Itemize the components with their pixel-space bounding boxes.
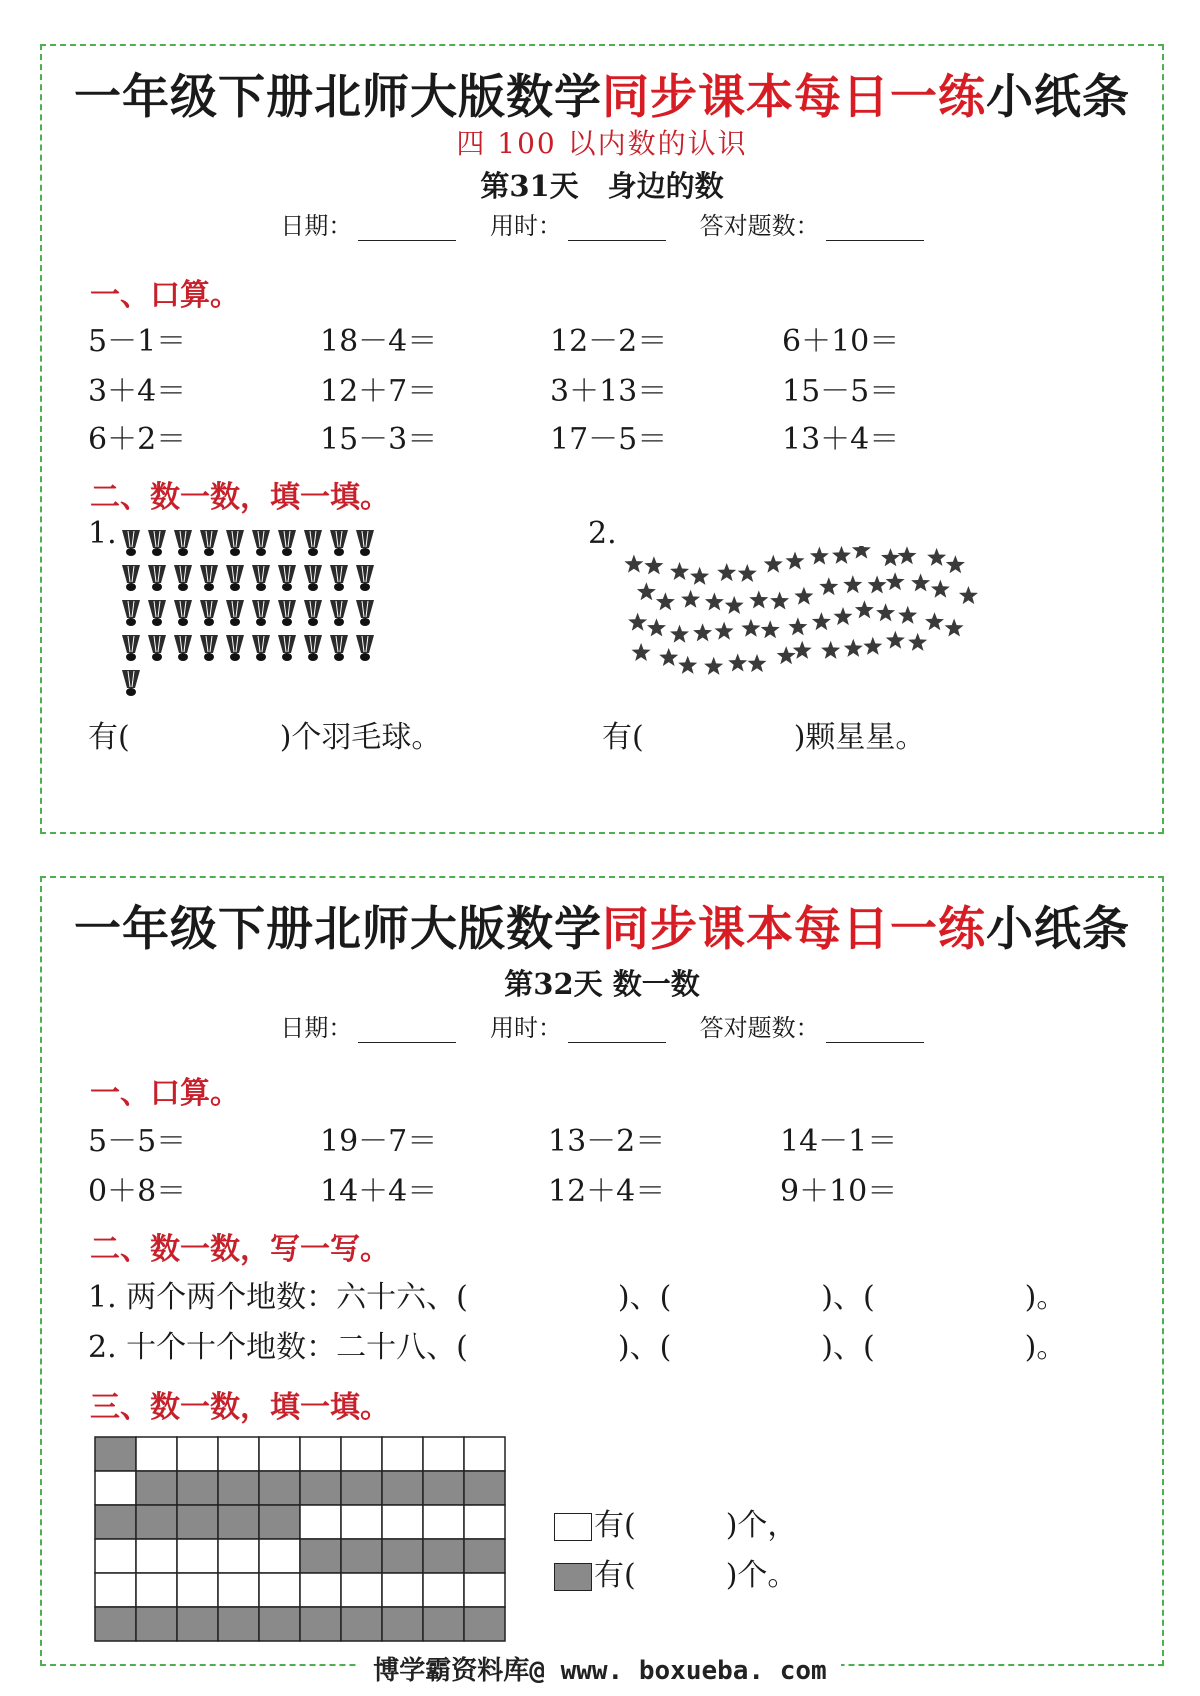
gray-square — [95, 1607, 136, 1641]
shuttlecock-icon — [122, 670, 140, 696]
gray-square — [382, 1471, 423, 1505]
shuttlecock-icon — [252, 635, 270, 661]
shuttlecock-icon — [148, 530, 166, 556]
star-icon — [832, 546, 851, 564]
white-square — [218, 1573, 259, 1607]
white-square — [177, 1539, 218, 1573]
star-icon — [959, 586, 978, 604]
equation: 12＋7＝ — [320, 374, 438, 409]
shuttlecock-icon — [304, 635, 322, 661]
star-icon — [670, 625, 689, 643]
white-square — [423, 1437, 464, 1471]
star-icon — [898, 546, 917, 564]
star-icon — [868, 575, 887, 593]
shuttlecock-icon — [148, 565, 166, 591]
correct-blank[interactable] — [826, 216, 924, 241]
shuttlecock-icon — [200, 600, 218, 626]
star-icon — [741, 619, 760, 637]
white-square — [341, 1505, 382, 1539]
gray-square-icon — [554, 1563, 592, 1591]
date-label: 日期： — [280, 212, 353, 240]
shuttlecock-icon — [356, 565, 374, 591]
star-icon — [624, 555, 643, 573]
section-oral-calc: 一、口算。 — [90, 278, 240, 313]
star-icon — [927, 548, 946, 566]
star-icon — [659, 648, 678, 666]
star-icon — [810, 547, 829, 565]
gray-square — [464, 1539, 505, 1573]
shuttlecock-icon — [252, 565, 270, 591]
star-icon — [681, 590, 700, 608]
star-icon — [788, 617, 807, 635]
correct-blank[interactable] — [826, 1018, 924, 1043]
count-by-tens-line[interactable]: 2. 十个十个地数：二十八、( )、( )、( )。 — [88, 1330, 1067, 1365]
gray-square — [300, 1471, 341, 1505]
shuttlecock-icon — [356, 635, 374, 661]
star-icon — [647, 618, 666, 636]
star-icon — [876, 603, 895, 621]
white-square — [95, 1471, 136, 1505]
white-square — [259, 1539, 300, 1573]
star-icon — [690, 567, 709, 585]
equation: 14－1＝ — [780, 1124, 898, 1159]
gray-square — [423, 1607, 464, 1641]
gray-square — [382, 1539, 423, 1573]
white-square — [136, 1437, 177, 1471]
star-icon — [834, 607, 853, 625]
star-icon — [812, 612, 831, 630]
gray-square — [136, 1505, 177, 1539]
white-square — [218, 1539, 259, 1573]
shuttlecock-icon — [278, 600, 296, 626]
star-icon — [844, 639, 863, 657]
shuttlecock-icon — [304, 565, 322, 591]
star-icon — [725, 596, 744, 614]
star-icon — [637, 582, 656, 600]
time-label: 用时： — [490, 1014, 562, 1042]
shuttlecock-icon — [356, 530, 374, 556]
star-icon — [898, 606, 917, 624]
star-icon — [786, 552, 805, 570]
white-square — [341, 1573, 382, 1607]
white-square — [300, 1437, 341, 1471]
section-count-fill: 三、数一数，填一填。 — [90, 1390, 390, 1425]
shuttlecock-icon — [330, 530, 348, 556]
gray-square — [423, 1471, 464, 1505]
shuttlecock-icon — [148, 600, 166, 626]
star-icon — [843, 575, 862, 593]
star-icon — [764, 555, 783, 573]
star-icon — [946, 555, 965, 573]
gray-square — [423, 1539, 464, 1573]
star-icon — [632, 643, 651, 661]
star-icon — [821, 641, 840, 659]
shuttlecock-icon — [122, 600, 140, 626]
equation: 13＋4＝ — [782, 422, 900, 457]
gray-square — [300, 1539, 341, 1573]
shuttlecock-icon — [174, 600, 192, 626]
section-oral-calc: 一、口算。 — [90, 1076, 240, 1111]
shuttlecock-icon — [200, 530, 218, 556]
white-square — [423, 1505, 464, 1539]
section-count-fill: 二、数一数，填一填。 — [90, 480, 390, 515]
equation: 17－5＝ — [550, 422, 668, 457]
shuttlecock-icon — [226, 565, 244, 591]
shuttlecock-icon — [278, 565, 296, 591]
star-icon — [793, 641, 812, 659]
gray-square — [95, 1437, 136, 1471]
shuttlecock-icon — [148, 635, 166, 661]
shuttlecock-icon — [304, 530, 322, 556]
square-grid — [94, 1436, 510, 1646]
meta-line — [42, 206, 1162, 241]
equation: 13－2＝ — [548, 1124, 666, 1159]
star-icon — [693, 623, 712, 641]
equation: 6＋2＝ — [88, 422, 187, 457]
worksheet-day-31 — [40, 44, 1164, 834]
white-square-answer[interactable] — [554, 1500, 797, 1544]
white-square — [464, 1437, 505, 1471]
shuttlecock-answer[interactable]: 有( )个羽毛球。 — [88, 720, 442, 755]
gray-square — [259, 1607, 300, 1641]
equation: 3＋13＝ — [550, 374, 668, 409]
unit-heading: 四 100 以内数的认识 — [456, 127, 748, 160]
shuttlecock-icon — [226, 600, 244, 626]
white-square — [382, 1437, 423, 1471]
gray-square — [218, 1505, 259, 1539]
equation: 9＋10＝ — [780, 1174, 898, 1209]
white-square — [300, 1573, 341, 1607]
star-icon — [911, 573, 930, 591]
star-icon — [777, 646, 796, 664]
star-icon — [819, 577, 838, 595]
white-square — [423, 1573, 464, 1607]
shuttlecock-icon — [200, 565, 218, 591]
equation: 3＋4＝ — [88, 374, 187, 409]
white-square — [218, 1437, 259, 1471]
star-icon — [628, 613, 647, 631]
section-count-write: 二、数一数，写一写。 — [90, 1232, 390, 1267]
count-by-twos-line[interactable]: 1. 两个两个地数：六十六、( )、( )、( )。 — [88, 1280, 1067, 1315]
gray-square — [341, 1471, 382, 1505]
star-icon — [728, 653, 747, 671]
time-label: 用时： — [490, 212, 562, 240]
star-icon — [670, 562, 689, 580]
shuttlecock-icon — [330, 600, 348, 626]
star-icon — [748, 654, 767, 672]
gray-square — [177, 1471, 218, 1505]
worksheet-day-32 — [40, 876, 1164, 1666]
star-icon — [738, 564, 757, 582]
date-blank[interactable] — [358, 1018, 456, 1043]
date-blank[interactable] — [358, 216, 456, 241]
gray-square — [218, 1607, 259, 1641]
star-icon — [749, 590, 768, 608]
white-square — [177, 1437, 218, 1471]
equation: 19－7＝ — [320, 1124, 438, 1159]
day-heading: 第32天 数一数 — [504, 967, 700, 1001]
white-square — [259, 1573, 300, 1607]
question-number: 1. — [88, 516, 117, 551]
gray-square — [136, 1607, 177, 1641]
star-icon — [855, 600, 874, 618]
shuttlecock-icon — [174, 530, 192, 556]
correct-label: 答对题数： — [699, 1014, 820, 1042]
shuttlecock-icon — [226, 530, 244, 556]
time-blank[interactable] — [568, 1018, 666, 1043]
equation: 14＋4＝ — [320, 1174, 438, 1209]
time-blank[interactable] — [568, 216, 666, 241]
equation: 0＋8＝ — [88, 1174, 187, 1209]
shuttlecock-icon — [122, 530, 140, 556]
shuttlecock-icon — [122, 565, 140, 591]
gray-square — [464, 1607, 505, 1641]
white-square — [95, 1539, 136, 1573]
white-square — [382, 1573, 423, 1607]
star-icon — [931, 580, 950, 598]
question-number: 2. — [588, 516, 617, 551]
correct-label: 答对题数： — [699, 212, 820, 240]
footer-watermark — [0, 1650, 1200, 1687]
equation: 18－4＝ — [320, 324, 438, 359]
star-icon — [886, 572, 905, 590]
star-icon — [717, 563, 736, 581]
star-answer[interactable]: 有( )颗星星。 — [602, 720, 926, 755]
white-square — [464, 1573, 505, 1607]
day-heading: 第31天 身边的数 — [480, 169, 724, 203]
star-icon — [770, 591, 789, 609]
worksheet-title: 一年级下册北师大版数学同步课本每日一练小纸条 — [74, 70, 1130, 125]
gray-square — [177, 1607, 218, 1641]
shuttlecock-icon — [330, 565, 348, 591]
star-icon — [704, 657, 723, 675]
shuttlecock-icon — [278, 635, 296, 661]
shuttlecock-icon — [226, 635, 244, 661]
star-icon — [881, 548, 900, 566]
white-square — [136, 1573, 177, 1607]
gray-square — [382, 1607, 423, 1641]
star-icon — [863, 637, 882, 655]
shuttlecock-icon — [278, 530, 296, 556]
shuttlecock-icon — [252, 530, 270, 556]
date-label: 日期： — [280, 1014, 353, 1042]
shuttlecock-group — [116, 526, 406, 706]
white-square — [95, 1573, 136, 1607]
shuttlecock-icon — [174, 635, 192, 661]
equation: 12－2＝ — [550, 324, 668, 359]
shuttlecock-icon — [304, 600, 322, 626]
gray-square — [136, 1471, 177, 1505]
shuttlecock-icon — [356, 600, 374, 626]
star-icon — [925, 612, 944, 630]
gray-answer-text: 有( )个。 — [594, 1558, 798, 1593]
gray-square — [95, 1505, 136, 1539]
shuttlecock-icon — [174, 565, 192, 591]
equation: 15－5＝ — [782, 374, 900, 409]
white-square — [300, 1505, 341, 1539]
white-square-icon — [554, 1513, 592, 1541]
equation: 12＋4＝ — [548, 1174, 666, 1209]
meta-line — [42, 1008, 1162, 1043]
equation: 6＋10＝ — [782, 324, 900, 359]
white-square — [382, 1505, 423, 1539]
equation: 5－5＝ — [88, 1124, 187, 1159]
white-square — [136, 1539, 177, 1573]
white-answer-text: 有( )个， — [594, 1508, 798, 1543]
white-square — [341, 1437, 382, 1471]
gray-square — [300, 1607, 341, 1641]
star-icon — [908, 633, 927, 651]
star-icon — [945, 619, 964, 637]
star-icon — [761, 620, 780, 638]
gray-square — [341, 1539, 382, 1573]
star-icon — [715, 622, 734, 640]
gray-square — [259, 1505, 300, 1539]
equation: 15－3＝ — [320, 422, 438, 457]
gray-square — [259, 1471, 300, 1505]
shuttlecock-icon — [122, 635, 140, 661]
gray-square — [177, 1505, 218, 1539]
worksheet-title: 一年级下册北师大版数学同步课本每日一练小纸条 — [74, 902, 1130, 957]
gray-square — [341, 1607, 382, 1641]
gray-square-answer[interactable] — [554, 1550, 797, 1594]
star-icon — [794, 587, 813, 605]
star-icon — [656, 592, 675, 610]
white-square — [464, 1505, 505, 1539]
star-icon — [852, 546, 871, 559]
shuttlecock-icon — [252, 600, 270, 626]
star-group — [622, 546, 982, 686]
shuttlecock-icon — [200, 635, 218, 661]
equation: 5－1＝ — [88, 324, 187, 359]
footer-text: 博学霸资料库@ www. boxueba. com — [359, 1656, 840, 1686]
white-square — [177, 1573, 218, 1607]
star-icon — [678, 656, 697, 674]
shuttlecock-icon — [330, 635, 348, 661]
gray-square — [218, 1471, 259, 1505]
gray-square — [464, 1471, 505, 1505]
star-icon — [886, 631, 905, 649]
star-icon — [705, 592, 724, 610]
white-square — [259, 1437, 300, 1471]
star-icon — [644, 556, 663, 574]
